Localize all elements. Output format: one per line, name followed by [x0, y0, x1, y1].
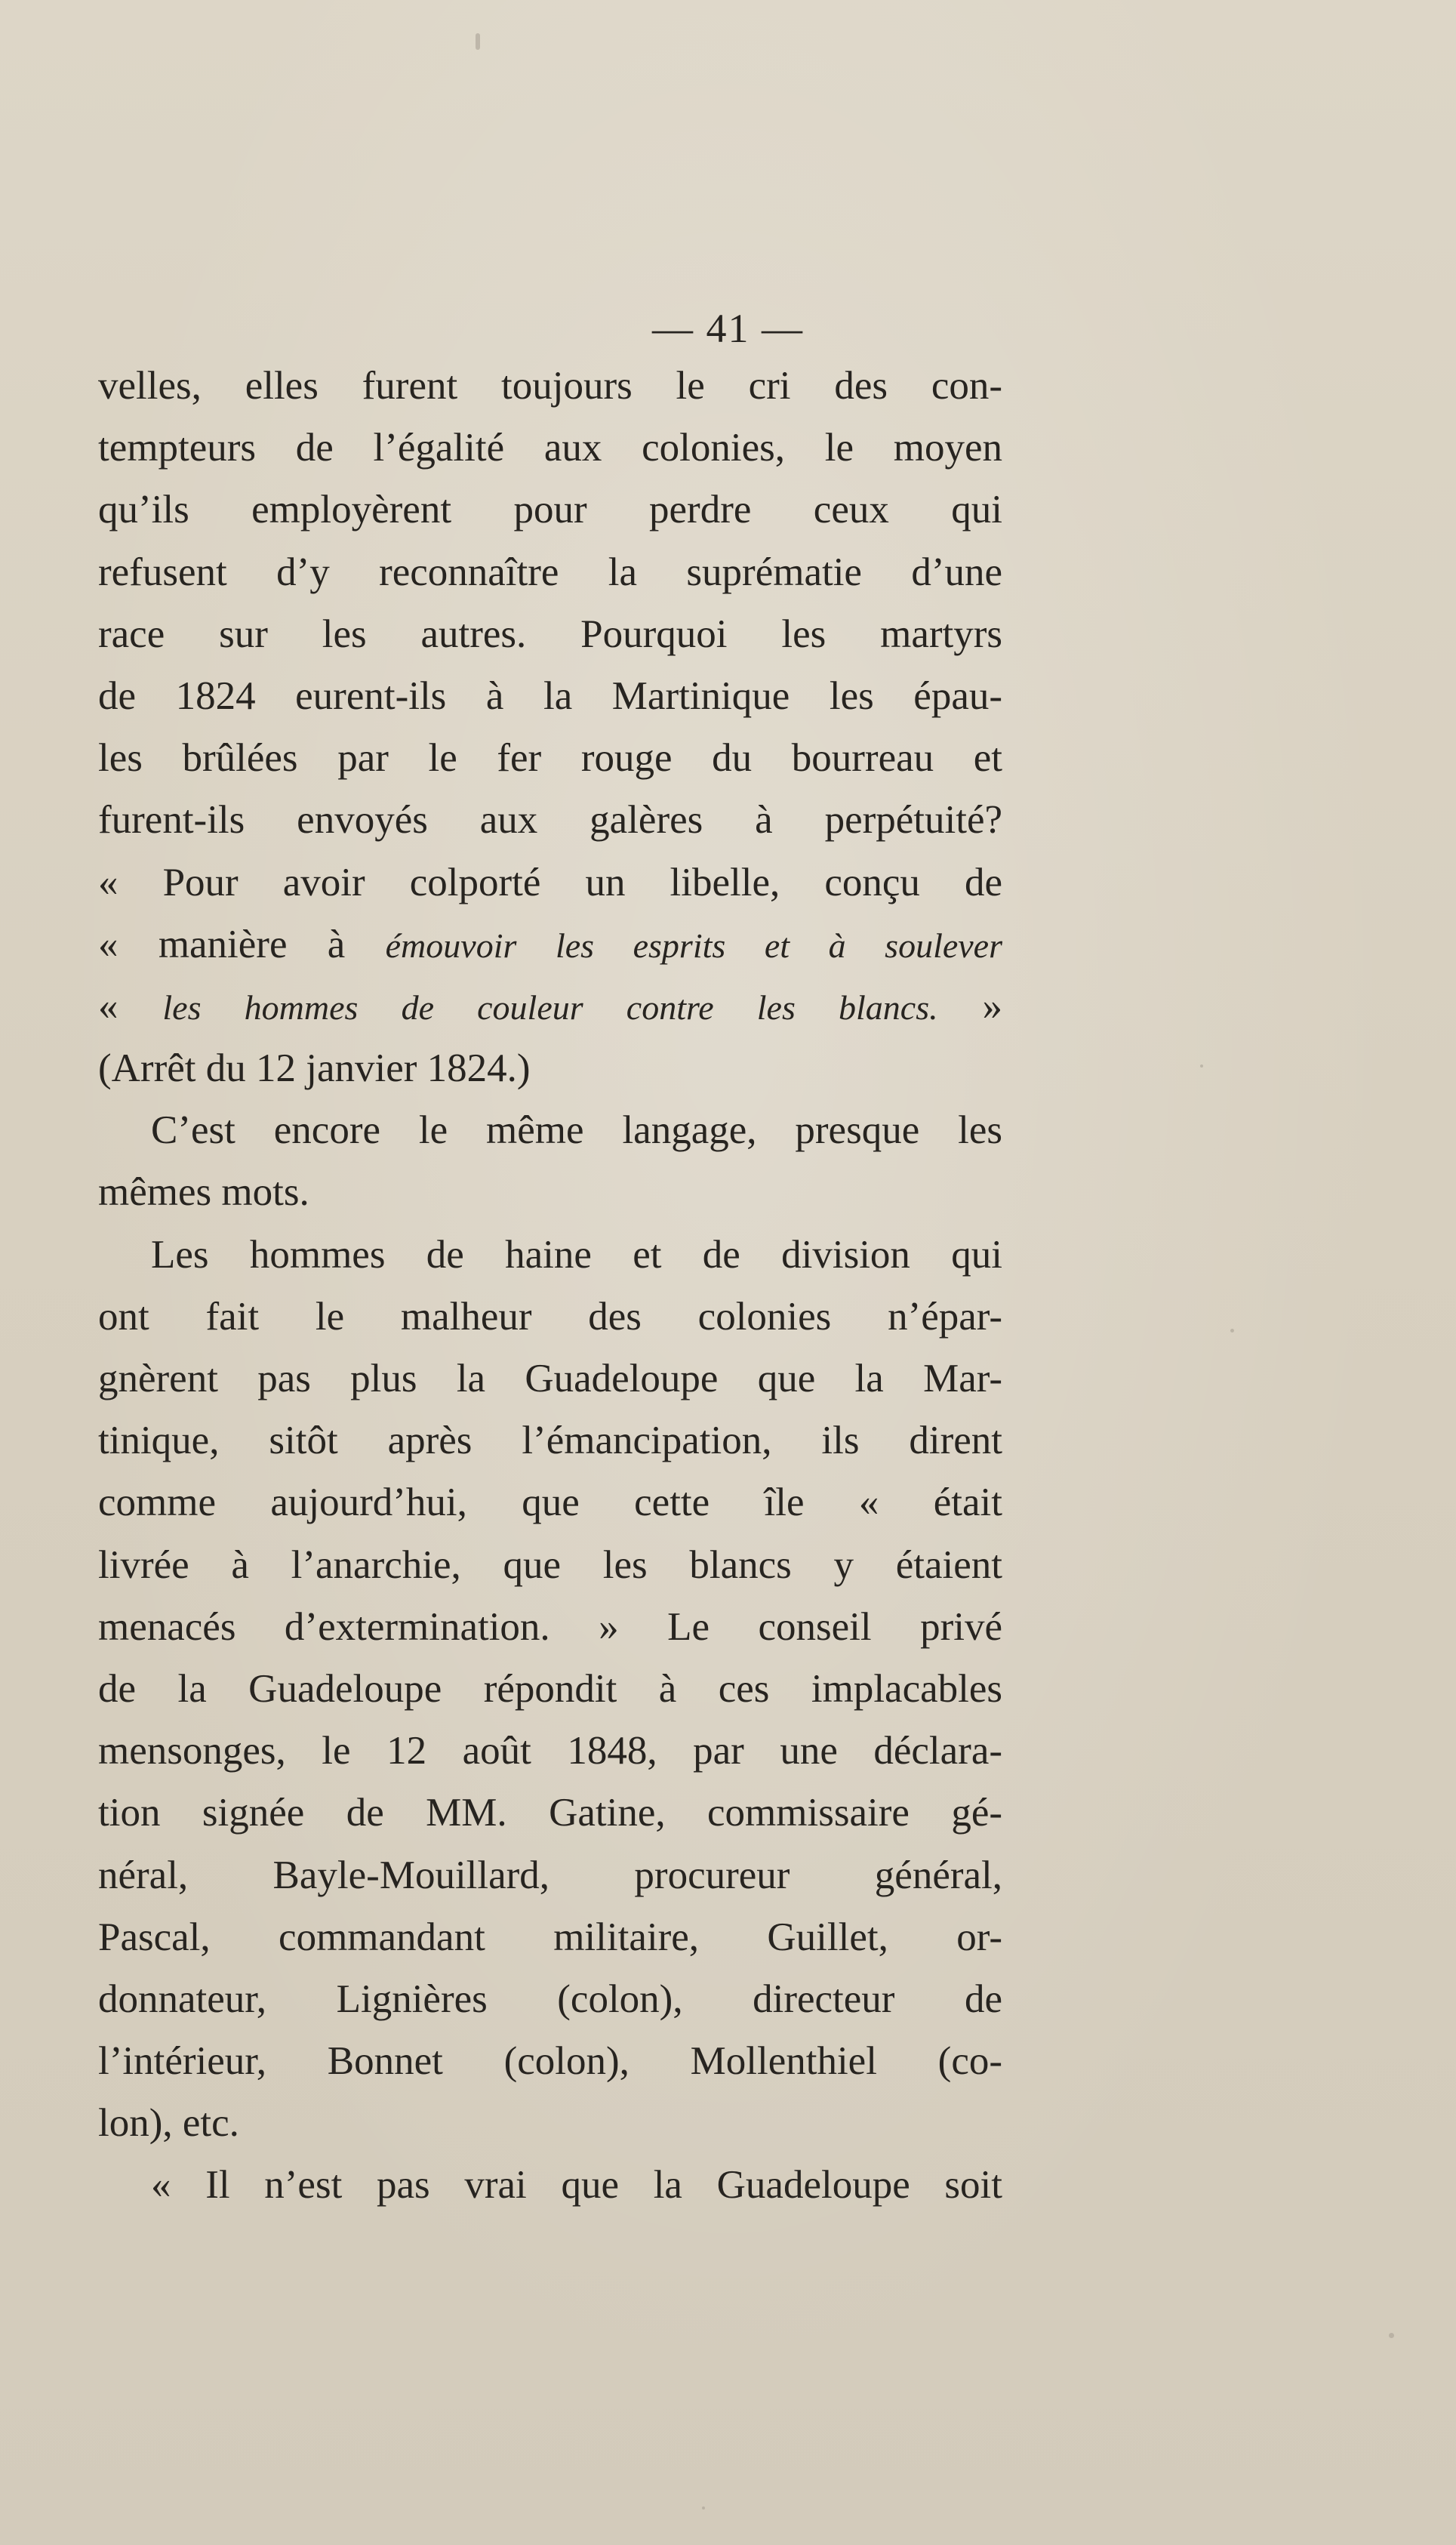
text-line: (Arrêt du 12 janvier 1824.) [98, 1046, 531, 1091]
quote-lead: « manière à [98, 922, 346, 966]
paper-speck [1200, 1065, 1203, 1068]
text-line: tion signée de MM. Gatine, commissaire gé- [98, 1791, 1002, 1835]
text-line: velles, elles furent toujours le cri des con- [98, 364, 1002, 408]
text-line: les brûlées par le fer rouge du bourreau et [98, 736, 1002, 781]
quote-close: » [982, 984, 1002, 1028]
text-line: gnèrent pas plus la Guadeloupe que la Mar- [98, 1357, 1002, 1400]
text-line: livrée à l’anarchie, que les blancs y étaient [98, 1542, 1002, 1587]
text-line: donnateur, Lignières (colon), directeur de [98, 1977, 1002, 2021]
body-text [98, 355, 1002, 2217]
paper-speck [702, 2506, 705, 2510]
text-line: tinique, sitôt après l’émancipation, ils dirent [98, 1419, 1002, 1463]
text-line: C’est encore le même langage, presque les [151, 1108, 1002, 1153]
paper-speck [1230, 1329, 1234, 1333]
page-number: — 41 — [652, 306, 804, 351]
text-line: « Il n’est pas vrai que la Guadeloupe soit [151, 2163, 1002, 2208]
quote-italic: les hommes de couleur contre les blancs. [162, 987, 938, 1027]
text-line: mêmes mots. [98, 1170, 309, 1215]
text-line: ont fait le malheur des colonies n’épar- [98, 1294, 1002, 1339]
text-line: lon), etc. [98, 2101, 239, 2146]
text-line: race sur les autres. Pourquoi les martyrs [98, 612, 1002, 656]
text-line: Les hommes de haine et de division qui [151, 1232, 1002, 1277]
text-line: « Pour avoir colporté un libelle, conçu de [98, 860, 1002, 904]
text-line: tempteurs de l’égalité aux colonies, le moyen [98, 426, 1002, 470]
quote-italic: émouvoir les esprits et à soulever [385, 926, 1002, 965]
text-line: Pascal, commandant militaire, Guillet, or- [98, 1915, 1002, 1959]
text-line: néral, Bayle-Mouillard, procureur général, [98, 1853, 1002, 1897]
paper-speck [1389, 2333, 1394, 2338]
text-line: de 1824 eurent-ils à la Martinique les épau- [98, 673, 1002, 718]
text-line: l’intérieur, Bonnet (colon), Mollenthiel (co- [98, 2039, 1002, 2084]
text-line-quote [98, 975, 1002, 1037]
paper-speck [476, 33, 480, 50]
text-line: de la Guadeloupe répondit à ces implacables [98, 1666, 1002, 1711]
text-line: mensonges, le 12 août 1848, par une déclara- [98, 1729, 1002, 1773]
text-line: qu’ils employèrent pour perdre ceux qui [98, 488, 1002, 532]
quote-lead: « [98, 984, 119, 1028]
text-line: comme aujourd’hui, que cette île « était [98, 1480, 1002, 1525]
text-line: furent-ils envoyés aux galères à perpétuité? [98, 798, 1002, 843]
text-line: menacés d’extermination. » Le conseil privé [98, 1604, 1002, 1649]
text-line-quote [98, 914, 1002, 975]
text-line: refusent d’y reconnaître la suprématie d’une [98, 550, 1002, 594]
